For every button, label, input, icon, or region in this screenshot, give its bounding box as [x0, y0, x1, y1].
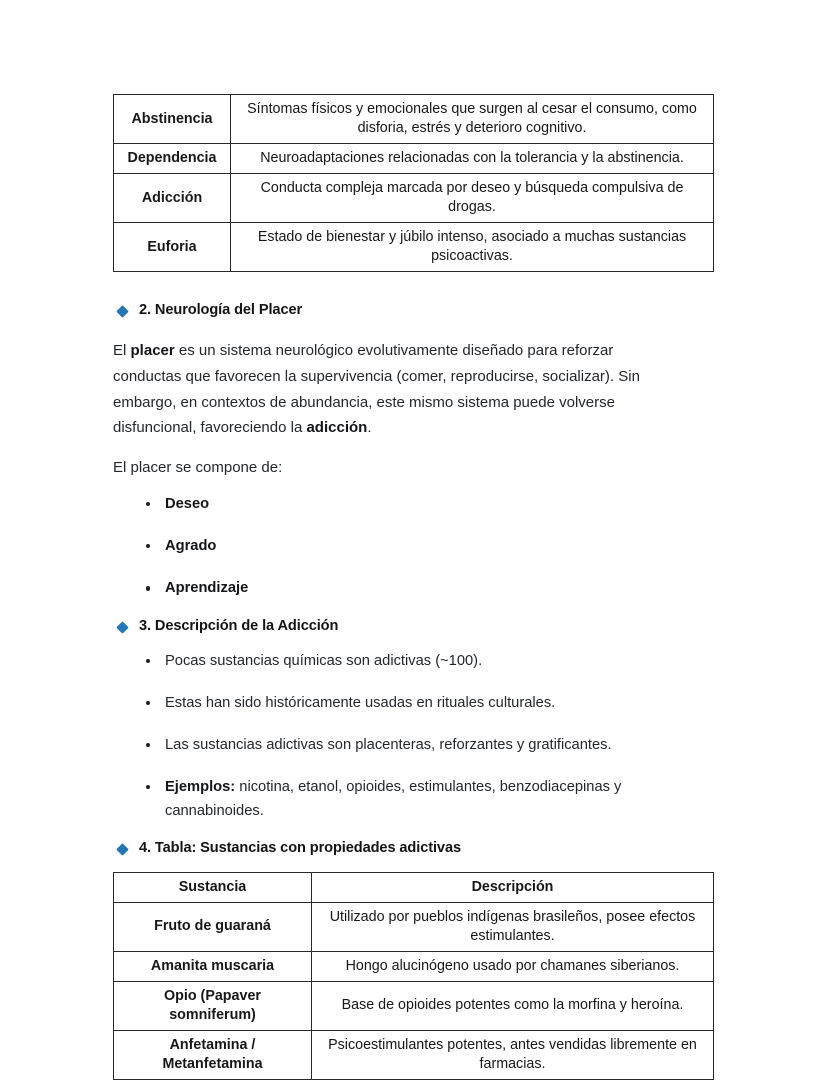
table-row: [114, 902, 714, 951]
substance-name: Opio (Papaver somniferum): [114, 981, 312, 1030]
table-row: [114, 1030, 714, 1079]
diamond-bullet-icon: [116, 843, 129, 856]
diamond-bullet-icon: [116, 305, 129, 318]
table-row: [114, 144, 714, 174]
substance-description: Base de opioides potentes como la morfina y heroína.: [312, 981, 714, 1030]
document-content: [113, 94, 713, 1080]
section-heading-4: [113, 840, 713, 856]
section-2-paragraph: [113, 338, 673, 441]
list-item: Pocas sustancias químicas son adictivas (~100).: [113, 650, 713, 673]
paragraph-part-2: es un sistema neurológico evolutivamente diseñado para reforzar conductas que favorecen la supervivencia (comer, reproducirse, socializar). Sin embargo, en contextos de abundancia, este mismo sistema puede volverse disfuncional, favoreciendo la: [113, 342, 640, 437]
definition-description: Neuroadaptaciones relacionadas con la tolerancia y la abstinencia.: [231, 144, 714, 174]
list-item: Aprendizaje: [113, 577, 713, 600]
list-item: Deseo: [113, 493, 713, 516]
column-header-description: Descripción: [312, 872, 714, 902]
paragraph-part-3: .: [367, 419, 372, 437]
substance-description: Hongo alucinógeno usado por chamanes siberianos.: [312, 951, 714, 981]
paragraph-bold-adiccion: adicción: [306, 419, 368, 437]
pleasure-list-intro: El placer se compone de:: [113, 459, 283, 477]
definition-term: Adicción: [114, 174, 231, 223]
substance-name: Fruto de guaraná: [114, 902, 312, 951]
definitions-table: [113, 94, 714, 272]
table-row: [114, 174, 714, 223]
substances-table: [113, 872, 714, 1080]
examples-label: Ejemplos:: [165, 779, 236, 796]
section-heading-2: [113, 302, 713, 318]
list-item: Estas han sido históricamente usadas en rituales culturales.: [113, 692, 713, 715]
table-row: [114, 223, 714, 272]
diamond-bullet-icon: [116, 621, 129, 634]
section-heading-3-label: 3. Descripción de la Adicción: [139, 617, 339, 634]
addiction-description-list: [113, 650, 713, 823]
definition-term: Dependencia: [114, 144, 231, 174]
table-row: [114, 951, 714, 981]
table-row: [114, 981, 714, 1030]
table-row: [114, 95, 714, 144]
substance-name: Amanita muscaria: [114, 951, 312, 981]
definition-description: Conducta compleja marcada por deseo y búsqueda compulsiva de drogas.: [231, 174, 714, 223]
definition-term: Euforia: [114, 223, 231, 272]
section-heading-2-label: 2. Neurología del Placer: [139, 302, 303, 318]
list-item: Agrado: [113, 535, 713, 558]
table-header-row: [114, 872, 714, 902]
section-heading-3: [113, 618, 713, 634]
paragraph-bold-placer: placer: [130, 342, 175, 359]
paragraph-part-1: El: [113, 342, 131, 359]
examples-text: nicotina, etanol, opioides, estimulantes, benzodiacepinas y cannabinoides.: [165, 779, 622, 819]
pleasure-components-list: [113, 493, 713, 601]
list-item: Las sustancias adictivas son placenteras, reforzantes y gratificantes.: [113, 734, 713, 757]
substance-description: Psicoestimulantes potentes, antes vendidas libremente en farmacias.: [312, 1030, 714, 1079]
substance-name: Anfetamina / Metanfetamina: [114, 1030, 312, 1079]
substance-description: Utilizado por pueblos indígenas brasileños, posee efectos estimulantes.: [312, 902, 714, 951]
definition-term: Abstinencia: [114, 95, 231, 144]
column-header-substance: Sustancia: [114, 872, 312, 902]
definition-description: Síntomas físicos y emocionales que surgen al cesar el consumo, como disforia, estrés y deterioro cognitivo.: [231, 95, 714, 144]
definition-description: Estado de bienestar y júbilo intenso, asociado a muchas sustancias psicoactivas.: [231, 223, 714, 272]
section-heading-4-label: 4. Tabla: Sustancias con propiedades adictivas: [139, 839, 461, 856]
list-item-examples: [113, 776, 713, 822]
